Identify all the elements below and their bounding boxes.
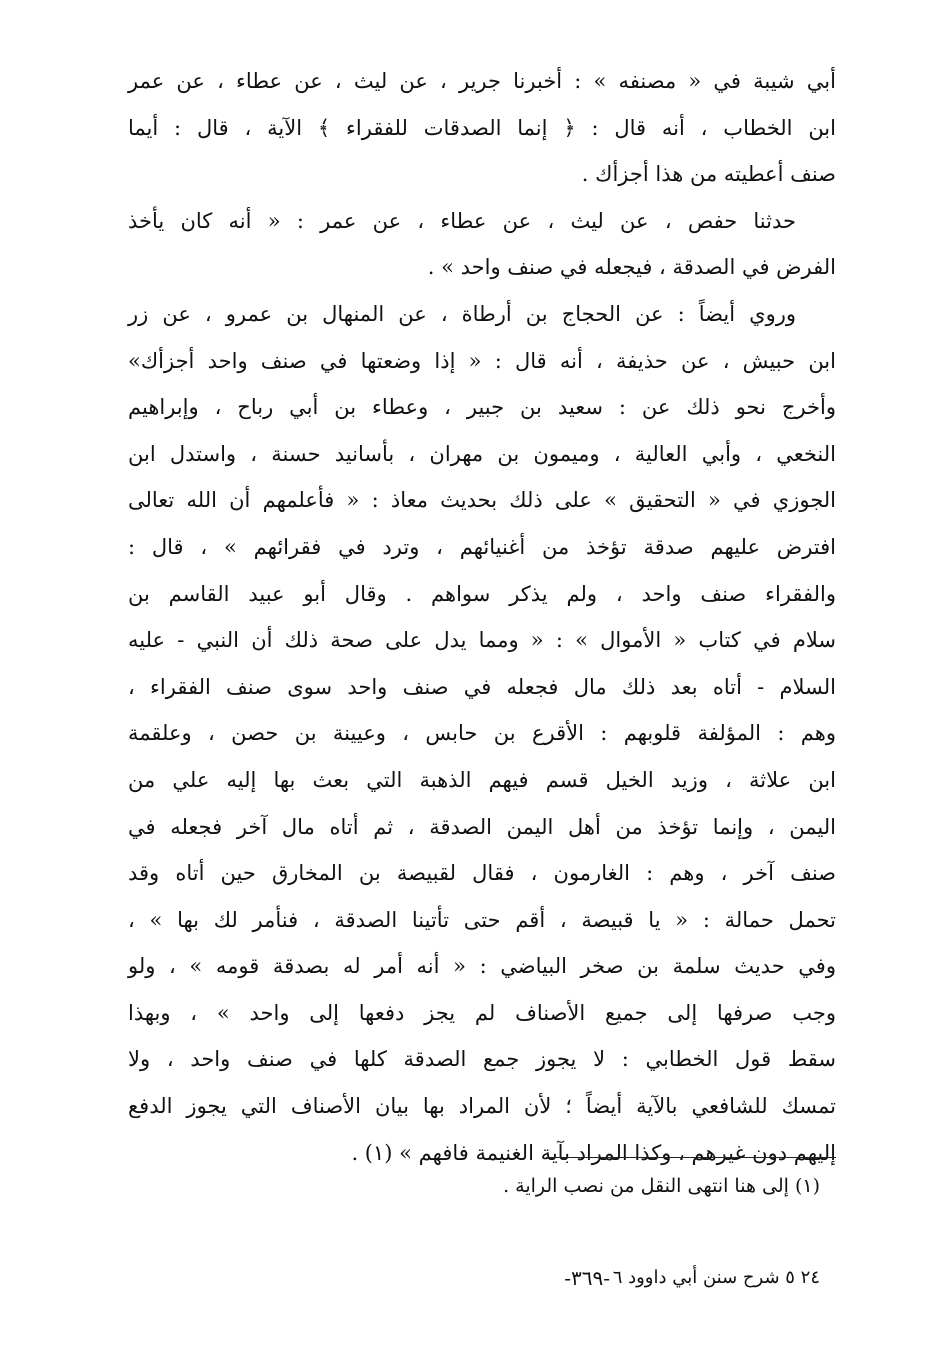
text-line: ابن علاثة ، وزيد الخيل قسم فيهم الذهبة التي بعث بها إليه علي من bbox=[128, 767, 836, 792]
text-line: صنف آخر ، وهم : الغارمون ، فقال لقبيصة بن المخارق حين أتاه وقد bbox=[128, 861, 836, 886]
text-line: سقط قول الخطابي : لا يجوز جمع الصدقة كلها في صنف واحد ، ولا bbox=[128, 1047, 836, 1072]
footnote-divider bbox=[546, 1157, 836, 1158]
text-line: سلام في كتاب « الأموال » : « ومما يدل على صحة ذلك أن النبي - عليه bbox=[128, 628, 836, 653]
text-line: وجب صرفها إلى جميع الأصناف لم يجز دفعها إلى واحد » ، وبهذا bbox=[128, 1000, 836, 1025]
text-line: الجوزي في « التحقيق » على ذلك بحديث معاذ : « فأعلمهم أن الله تعالى bbox=[128, 488, 836, 513]
text-line: حدثنا حفص ، عن ليث ، عن عطاء ، عن عمر : « أنه كان يأخذ bbox=[128, 208, 796, 233]
page-number: -٣٦٩- bbox=[564, 1266, 610, 1290]
footnote: (١) إلى هنا انتهى النقل من نصب الراية . bbox=[503, 1175, 820, 1197]
text-line: والفقراء صنف واحد ، ولم يذكر سواهم . وقال أبو عبيد القاسم بن bbox=[128, 581, 836, 606]
text-line: ابن حبيش ، عن حذيفة ، أنه قال : « إذا وضعتها في صنف واحد أجزأك» bbox=[128, 348, 836, 373]
text-line: تمسك للشافعي بالآية أيضاً ؛ لأن المراد بها بيان الأصناف التي يجوز الدفع bbox=[128, 1094, 836, 1119]
text-line: وفي حديث سلمة بن صخر البياضي : « أنه أمر له بصدقة قومه » ، ولو bbox=[128, 954, 836, 979]
text-line: تحمل حمالة : « يا قبيصة ، أقم حتى تأتينا الصدقة ، فنأمر لك بها » ، bbox=[128, 907, 836, 932]
text-line: ابن الخطاب ، أنه قال : ﴿ إنما الصدقات للفقراء ﴾ الآية ، قال : أيما bbox=[128, 115, 836, 140]
text-line: صنف أعطيته من هذا أجزأك . bbox=[581, 162, 836, 187]
page-footer bbox=[300, 1262, 820, 1294]
text-line: إليهم دون غيرهم ، وكذا المراد بآية الغنيمة فافهم » (١) . bbox=[351, 1140, 836, 1165]
text-line: وروي أيضاً : عن الحجاج بن أرطاة ، عن المنهال بن عمرو ، عن زر bbox=[128, 301, 796, 326]
text-line: اليمن ، وإنما تؤخذ من أهل اليمن الصدقة ، ثم أتاه مال آخر فجعله في bbox=[128, 814, 836, 839]
text-line: أبي شيبة في « مصنفه » : أخبرنا جرير ، عن ليث ، عن عطاء ، عن عمر bbox=[128, 69, 836, 93]
text-line: افترض عليهم صدقة تؤخذ من أغنيائهم ، وترد في فقرائهم » ، قال : bbox=[128, 534, 836, 559]
footer-book-title: ٢٤ ٥ شرح سنن أبي داوود ٦ bbox=[612, 1267, 820, 1288]
text-line: الفرض في الصدقة ، فيجعله في صنف واحد » . bbox=[427, 255, 836, 280]
body-text bbox=[128, 58, 836, 1176]
text-line: السلام - أتاه بعد ذلك مال فجعله في صنف واحد سوى صنف الفقراء ، bbox=[128, 674, 836, 699]
text-line: وأخرج نحو ذلك عن : سعيد بن جبير ، وعطاء بن أبي رباح ، وإبراهيم bbox=[128, 395, 836, 420]
text-line: وهم : المؤلفة قلوبهم : الأقرع بن حابس ، وعيينة بن حصن ، وعلقمة bbox=[128, 721, 836, 746]
text-line: النخعي ، وأبي العالية ، وميمون بن مهران ، بأسانيد حسنة ، واستدل ابن bbox=[128, 441, 836, 466]
